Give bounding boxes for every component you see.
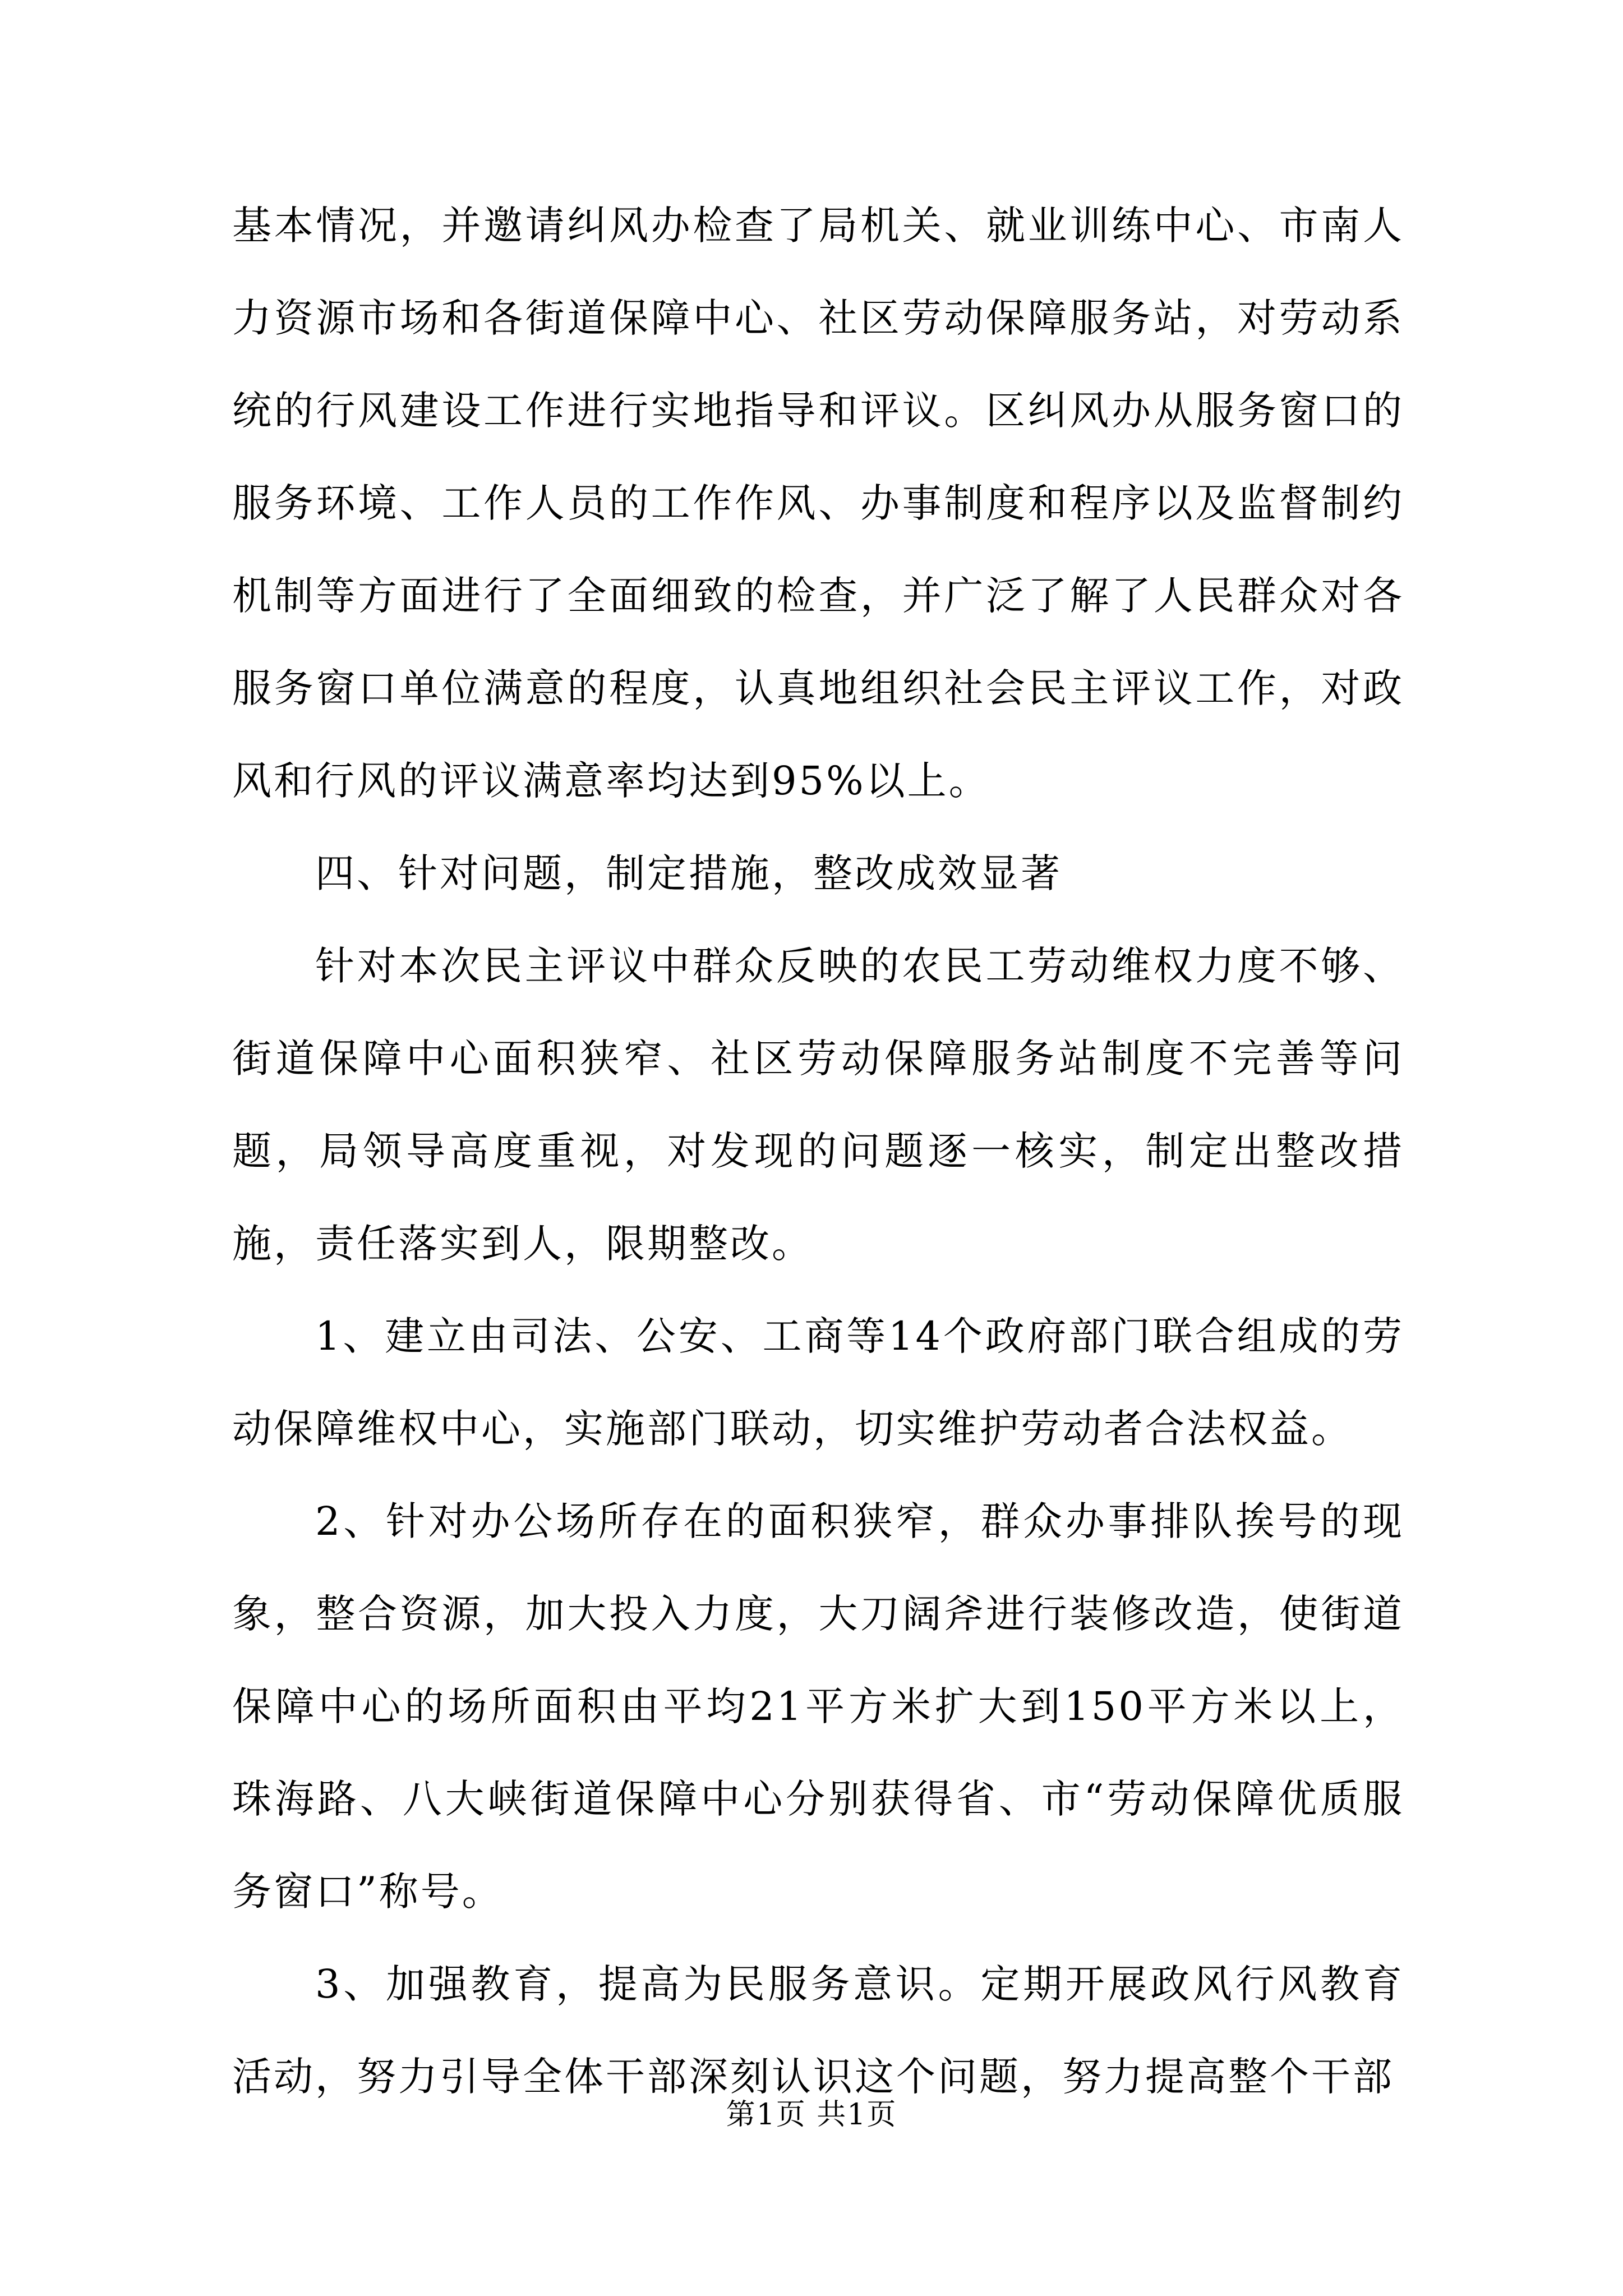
document-body [232,180,1404,2123]
list-item-3: 3、加强教育，提高为民服务意识。定期开展政风行风教育活动，努力引导全体干部深刻认识这个问题，努力提高整个干部 [232,1961,1404,2100]
paragraph-1: 基本情况，并邀请纠风办检查了局机关、就业训练中心、市南人力资源市场和各街道保障中心、社区劳动保障服务站，对劳动系统的行风建设工作进行实地指导和评议。区纠风办从服务窗口的服务环境、工作人员的工作作风、办事制度和程序以及监督制约机制等方面进行了全面细致的检查，并广泛了解了人民群众对各服务窗口单位满意的程度，认真地组织社会民主评议工作，对政风和行风的评议满意率均达到95%以上。 [232,203,1404,804]
page-footer: 第1页 共1页 [726,2098,897,2132]
section-heading-4: 四、针对问题，制定措施，整改成效显著 [315,850,1062,896]
paragraph-2: 针对本次民主评议中群众反映的农民工劳动维权力度不够、街道保障中心面积狭窄、社区劳动保障服务站制度不完善等问题，局领导高度重视，对发现的问题逐一核实，制定出整改措施，责任落实到人，限期整改。 [232,943,1404,1267]
list-item-2: 2、针对办公场所存在的面积狭窄，群众办事排队挨号的现象，整合资源，加大投入力度，大刀阔斧进行装修改造，使街道保障中心的场所面积由平均21平方米扩大到150平方米以上，珠海路、八大峡街道保障中心分别获得省、市“劳动保障优质服务窗口”称号。 [232,1498,1404,1915]
list-item-1: 1、建立由司法、公安、工商等14个政府部门联合组成的劳动保障维权中心，实施部门联动，切实维护劳动者合法权益。 [232,1313,1404,1452]
